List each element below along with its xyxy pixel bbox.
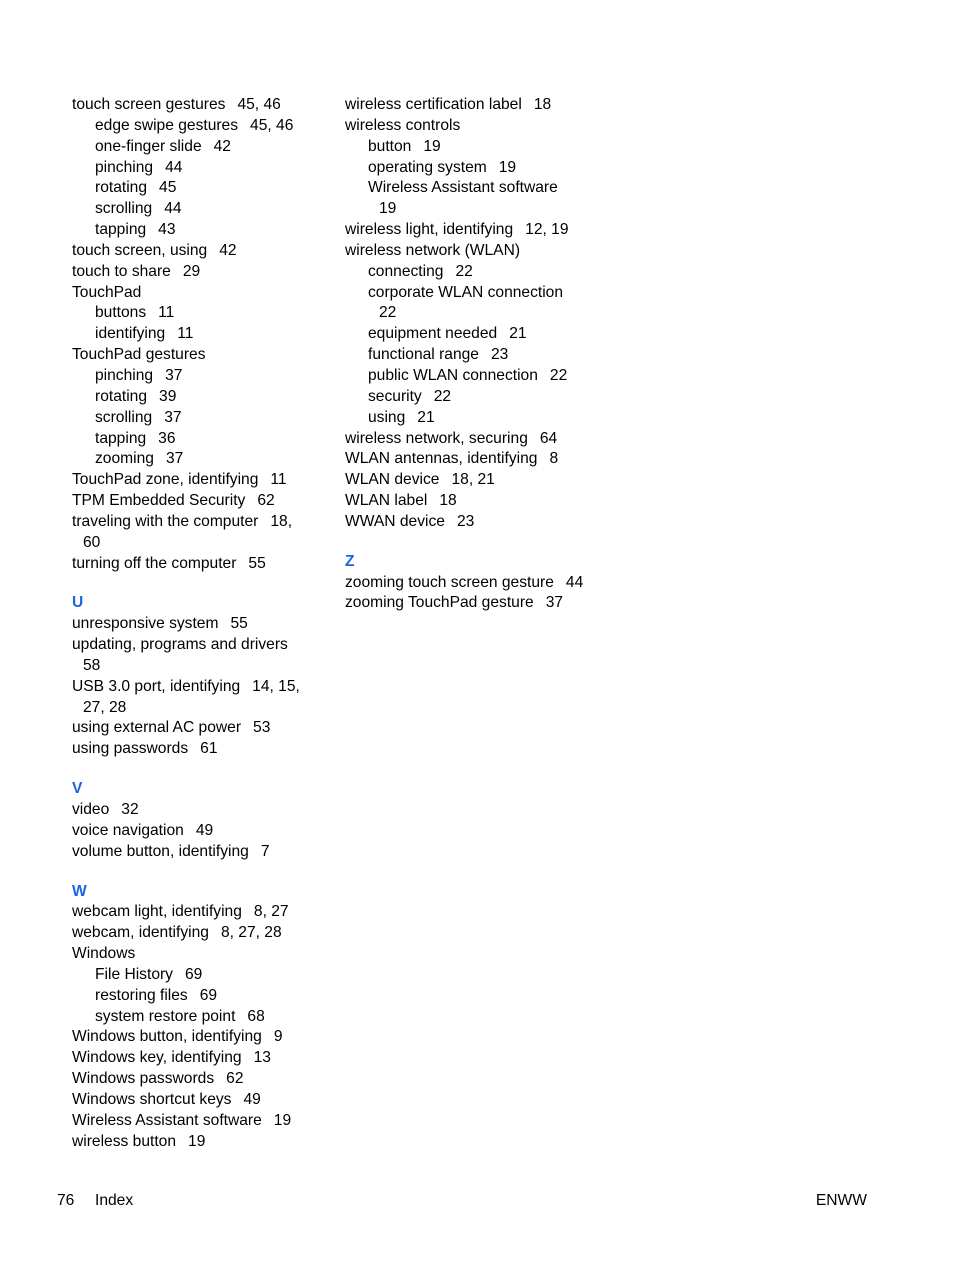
index-page-ref[interactable]: 53	[253, 719, 271, 737]
index-entry	[72, 241, 322, 262]
index-term: WLAN label	[345, 492, 428, 510]
index-term: wireless network, securing	[345, 429, 528, 447]
index-subentry	[345, 283, 605, 304]
index-page-ref[interactable]: 22	[433, 387, 452, 405]
index-entry	[345, 512, 605, 533]
index-column-right	[345, 95, 605, 614]
index-subentry	[72, 986, 322, 1007]
index-page-ref[interactable]: 44	[164, 200, 182, 218]
index-subentry	[72, 303, 322, 324]
index-term: Windows shortcut keys	[72, 1090, 232, 1108]
index-subentry	[72, 178, 322, 199]
index-entry	[72, 1090, 322, 1111]
index-page-ref[interactable]: 69	[199, 986, 218, 1004]
index-entry	[72, 842, 322, 863]
index-term: pinching	[95, 158, 154, 176]
index-entry	[72, 345, 322, 366]
index-page-ref[interactable]: 49	[195, 821, 214, 839]
index-page-ref[interactable]: 43	[158, 221, 176, 239]
index-page-ref[interactable]: 22	[455, 262, 473, 280]
index-subentry	[345, 158, 605, 179]
index-entry	[345, 241, 605, 262]
index-page-ref[interactable]: 37	[165, 450, 184, 468]
footer-section-title: Index	[95, 1192, 134, 1209]
index-term: voice navigation	[72, 821, 184, 839]
index-page-ref[interactable]: 19	[188, 1132, 206, 1150]
index-entry	[345, 95, 605, 116]
index-page-ref[interactable]: 19	[273, 1111, 292, 1129]
index-page-ref[interactable]: 69	[184, 965, 203, 983]
footer-doc-code: ENWW	[815, 1192, 867, 1209]
index-term: turning off the computer	[72, 554, 237, 572]
index-term: wireless light, identifying	[345, 221, 514, 239]
index-term: TouchPad	[72, 283, 142, 301]
index-term: video	[72, 801, 110, 818]
index-term: rotating	[95, 179, 148, 197]
index-entry	[72, 1132, 322, 1153]
index-subentry	[345, 137, 605, 158]
index-term: updating, programs and drivers	[72, 636, 288, 654]
index-subentry	[72, 199, 322, 220]
index-entry	[345, 449, 605, 470]
index-entry	[345, 593, 605, 614]
index-entry	[345, 220, 605, 241]
index-subentry	[345, 408, 605, 429]
index-entry	[72, 821, 322, 842]
index-page-ref[interactable]: 12, 19	[525, 221, 569, 239]
index-subentry	[72, 324, 322, 345]
index-term: zooming TouchPad gesture	[345, 594, 534, 612]
index-subentry	[72, 158, 322, 179]
index-page-ref[interactable]: 14, 15,	[252, 677, 300, 695]
index-page-ref[interactable]: 8	[549, 450, 559, 468]
index-page-ref[interactable]: 18, 21	[451, 471, 495, 489]
index-term: Windows button, identifying	[72, 1028, 262, 1046]
index-page-ref[interactable]: 23	[456, 512, 475, 530]
index-term: connecting	[368, 262, 444, 280]
index-term: equipment needed	[368, 325, 498, 343]
index-entry	[72, 902, 322, 923]
index-entry	[72, 512, 322, 533]
index-page-ref[interactable]: 21	[417, 408, 435, 426]
index-term: webcam, identifying	[72, 924, 209, 942]
index-entry	[72, 470, 322, 491]
index-page-ref[interactable]: 18,	[270, 512, 293, 530]
index-letter-heading: Z	[345, 552, 355, 570]
index-page-ref[interactable]: 37	[165, 366, 183, 384]
index-page-ref[interactable]: 18	[439, 492, 457, 510]
index-subentry	[72, 137, 322, 158]
index-page-ref[interactable]: 21	[509, 325, 527, 343]
index-term: operating system	[368, 158, 487, 176]
index-page-ref[interactable]: 29	[182, 262, 201, 280]
index-page-ref[interactable]: 18	[533, 96, 552, 113]
index-page-ref[interactable]: 37	[545, 594, 564, 612]
index-page-ref[interactable]: 55	[230, 615, 248, 633]
index-term: File History	[95, 965, 173, 983]
index-term: system restore point	[95, 1007, 236, 1025]
index-entry	[72, 944, 322, 965]
index-subentry	[72, 1007, 322, 1028]
index-page-ref[interactable]: 11	[270, 471, 287, 489]
index-entry	[72, 1069, 322, 1090]
index-term: touch to share	[72, 262, 171, 280]
index-page-ref[interactable]: 8, 27	[253, 903, 289, 921]
index-term: wireless network (WLAN)	[345, 241, 521, 259]
index-entry	[72, 1027, 322, 1048]
index-page-ref[interactable]: 49	[243, 1090, 261, 1108]
index-entry-continuation: 58	[83, 656, 101, 674]
index-term: functional range	[368, 346, 479, 364]
index-term: volume button, identifying	[72, 842, 249, 860]
index-term: tapping	[95, 429, 147, 447]
index-subentry	[72, 366, 322, 387]
index-page-ref[interactable]: 45, 46	[237, 96, 281, 113]
index-subentry	[72, 965, 322, 986]
index-page-ref[interactable]: 55	[248, 554, 266, 572]
index-term: WWAN device	[345, 512, 445, 530]
index-term: webcam light, identifying	[72, 903, 242, 921]
index-page-ref[interactable]: 61	[200, 740, 218, 758]
index-term: USB 3.0 port, identifying	[72, 677, 241, 695]
index-letter-heading: V	[72, 780, 83, 798]
footer-page-number: 76	[57, 1192, 75, 1209]
index-page-ref[interactable]: 19	[498, 158, 517, 176]
index-page-ref[interactable]: 13	[253, 1049, 271, 1067]
index-entry	[72, 718, 322, 739]
index-term: pinching	[95, 366, 154, 384]
index-term: rotating	[95, 387, 148, 405]
index-page-ref[interactable]: 45	[159, 179, 177, 197]
index-page-ref[interactable]: 23	[490, 346, 509, 364]
index-subentry	[72, 220, 322, 241]
index-term: touch screen, using	[72, 241, 208, 259]
index-entry	[345, 429, 605, 450]
index-entry	[345, 491, 605, 512]
index-term: restoring files	[95, 986, 188, 1004]
index-letter-heading: U	[72, 594, 84, 612]
index-entry	[72, 95, 322, 116]
index-page-ref[interactable]: 32	[121, 801, 139, 818]
index-term: zooming touch screen gesture	[345, 573, 554, 591]
index-subentry	[345, 262, 605, 283]
index-subentry	[72, 429, 322, 450]
index-page-ref[interactable]: 44	[165, 158, 183, 176]
index-term: Windows key, identifying	[72, 1049, 242, 1067]
index-term: using passwords	[72, 740, 189, 758]
index-term: WLAN antennas, identifying	[345, 450, 538, 468]
index-entry	[72, 283, 322, 304]
index-term: tapping	[95, 221, 147, 239]
index-term: TPM Embedded Security	[72, 492, 246, 510]
index-entry-continuation: 19	[379, 200, 397, 218]
index-page-ref[interactable]: 19	[423, 137, 441, 155]
index-term: using external AC power	[72, 719, 242, 737]
index-term: traveling with the computer	[72, 512, 259, 530]
index-entry	[72, 491, 322, 512]
index-page-ref[interactable]: 8, 27, 28	[220, 924, 282, 942]
index-entry	[72, 677, 322, 698]
index-subentry	[345, 345, 605, 366]
index-page-ref[interactable]: 42	[213, 137, 231, 155]
index-term: Windows passwords	[72, 1070, 215, 1088]
index-page-ref[interactable]: 42	[219, 241, 237, 259]
index-term: Wireless Assistant software	[368, 179, 558, 197]
index-page-ref[interactable]: 44	[565, 573, 584, 591]
index-page-ref[interactable]: 39	[159, 387, 177, 405]
index-term: edge swipe gestures	[95, 116, 239, 134]
index-page-ref[interactable]: 37	[164, 408, 182, 426]
index-page-ref[interactable]: 36	[158, 429, 176, 447]
index-page-ref[interactable]: 11	[158, 304, 175, 322]
index-subentry	[345, 366, 605, 387]
index-entry	[72, 923, 322, 944]
index-subentry	[72, 408, 322, 429]
index-term: public WLAN connection	[368, 366, 538, 384]
index-subentry	[345, 178, 605, 199]
index-term: scrolling	[95, 408, 153, 426]
index-entry-continuation: 22	[379, 304, 397, 322]
index-term: zooming	[95, 450, 154, 468]
index-entry	[345, 573, 605, 594]
index-entry-continuation: 60	[83, 533, 101, 551]
index-term: TouchPad zone, identifying	[72, 471, 259, 489]
index-entry	[72, 554, 322, 575]
index-page-ref[interactable]: 68	[247, 1007, 265, 1025]
index-term: corporate WLAN connection	[368, 283, 564, 301]
index-term: security	[368, 387, 422, 405]
index-term: touch screen gestures	[72, 96, 226, 113]
index-entry	[345, 116, 605, 137]
index-page-ref[interactable]: 7	[260, 842, 270, 860]
index-entry	[72, 800, 322, 821]
index-term: Wireless Assistant software	[72, 1111, 262, 1129]
index-page-ref[interactable]: 64	[539, 429, 558, 447]
index-term: wireless certification label	[345, 96, 522, 113]
index-entry	[72, 262, 322, 283]
index-entry	[72, 614, 322, 635]
index-term: scrolling	[95, 200, 153, 218]
index-entry	[72, 1048, 322, 1069]
index-page-ref[interactable]: 22	[549, 366, 568, 384]
index-page-ref[interactable]: 62	[257, 492, 275, 510]
index-term: WLAN device	[345, 471, 440, 489]
index-entry	[72, 635, 322, 656]
index-entry	[72, 1111, 322, 1132]
index-term: identifying	[95, 325, 166, 343]
index-page-ref[interactable]: 45, 46	[250, 116, 294, 134]
index-term: buttons	[95, 304, 147, 322]
index-subentry	[72, 449, 322, 470]
index-letter-heading: W	[72, 882, 87, 900]
index-term: Windows	[72, 945, 136, 963]
index-subentry	[345, 324, 605, 345]
index-term: TouchPad gestures	[72, 346, 206, 364]
index-page-ref[interactable]: 9	[273, 1028, 283, 1046]
index-subentry	[72, 116, 322, 137]
index-column-left	[72, 95, 322, 1153]
index-term: using	[368, 408, 406, 426]
index-entry	[345, 470, 605, 491]
index-entry-continuation: 27, 28	[83, 698, 127, 716]
index-term: unresponsive system	[72, 615, 219, 633]
index-term: one-finger slide	[95, 137, 202, 155]
index-page-ref[interactable]: 11	[177, 325, 194, 343]
index-subentry	[72, 387, 322, 408]
index-subentry	[345, 387, 605, 408]
index-entry	[72, 739, 322, 760]
index-term: wireless controls	[345, 116, 461, 134]
index-term: button	[368, 137, 412, 155]
index-term: wireless button	[72, 1132, 177, 1150]
index-page-ref[interactable]: 62	[226, 1070, 244, 1088]
